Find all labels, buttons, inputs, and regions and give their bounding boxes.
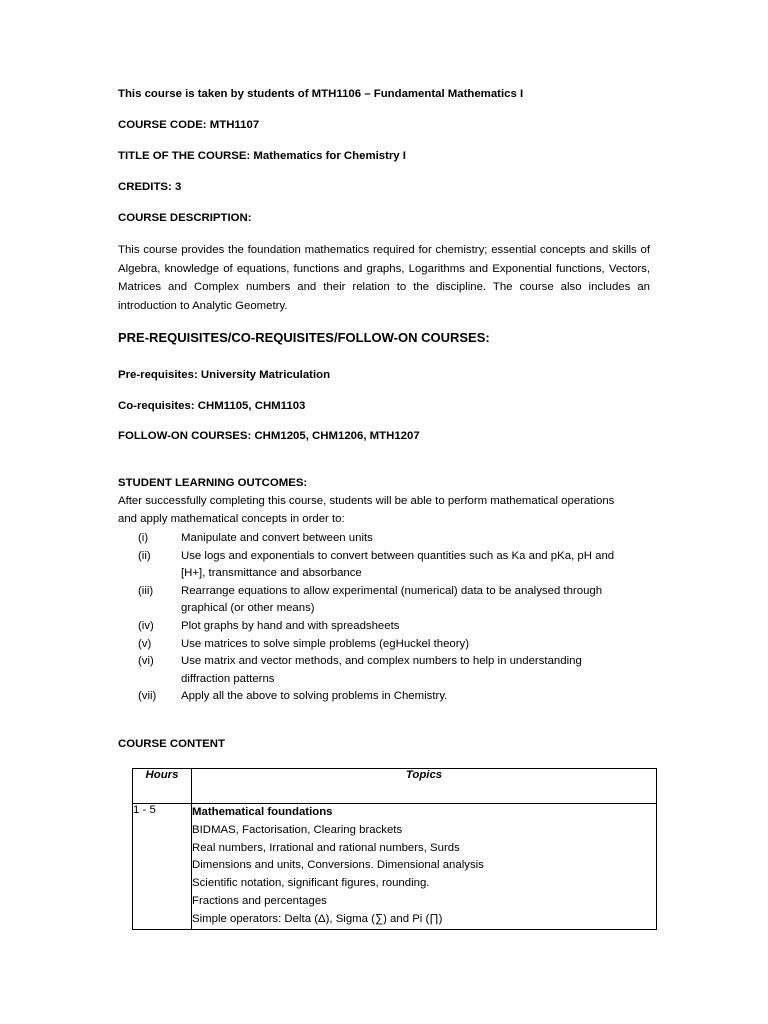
- course-content-table: [132, 768, 657, 930]
- follow-on-courses: FOLLOW-ON COURSES: CHM1205, CHM1206, MTH1207: [118, 430, 420, 442]
- outcome-item: [118, 688, 650, 706]
- course-code: COURSE CODE: MTH1107: [118, 119, 260, 131]
- outcome-item: [118, 636, 650, 654]
- outcome-item: [118, 653, 650, 688]
- outcome-text: Use logs and exponentials to convert between quantities such as Ka and pKa, pH and: [181, 549, 615, 562]
- corequisites: Co-requisites: CHM1105, CHM1103: [118, 400, 306, 412]
- outcomes-intro-line-2: and apply mathematical concepts in order to:: [118, 513, 345, 525]
- outcome-number: (iii): [138, 584, 154, 597]
- table-header-row: [133, 769, 657, 804]
- course-title: TITLE OF THE COURSE: Mathematics for Chemistry I: [118, 150, 406, 162]
- hours-cell: 1 - 5: [133, 804, 192, 930]
- outcome-text: Apply all the above to solving problems in Chemistry.: [181, 690, 448, 703]
- outcome-item: [118, 583, 650, 618]
- intro-line: This course is taken by students of MTH1106 – Fundamental Mathematics I: [118, 88, 524, 100]
- column-header-hours: Hours: [133, 769, 192, 804]
- outcomes-heading: STUDENT LEARNING OUTCOMES:: [118, 477, 308, 489]
- outcomes-intro-line-1: After successfully completing this course, students will be able to perform mathematical operations: [118, 495, 615, 507]
- outcome-text: Plot graphs by hand and with spreadsheets: [181, 619, 400, 632]
- outcome-text: Manipulate and convert between units: [181, 532, 373, 544]
- outcome-number: (vii): [138, 690, 157, 703]
- outcomes-list: [118, 530, 650, 706]
- outcome-text-continued: diffraction patterns: [181, 672, 275, 685]
- prereq-heading: PRE-REQUISITES/CO-REQUISITES/FOLLOW-ON COURSES:: [118, 330, 490, 345]
- topic-item: Scientific notation, significant figures, rounding.: [192, 877, 430, 890]
- topic-item: Real numbers, Irrational and rational numbers, Surds: [192, 841, 460, 854]
- topic-item: Dimensions and units, Conversions. Dimensional analysis: [192, 859, 484, 872]
- outcome-number: (iv): [138, 619, 154, 632]
- credits: CREDITS: 3: [118, 181, 182, 193]
- outcome-item: [118, 618, 650, 636]
- column-header-topics: Topics: [192, 769, 657, 804]
- outcome-text: Use matrices to solve simple problems (egHuckel theory): [181, 637, 470, 650]
- topics-cell: [192, 804, 657, 930]
- outcome-item: [118, 530, 650, 548]
- outcome-number: (i): [138, 532, 149, 544]
- topic-item: Fractions and percentages: [192, 894, 327, 907]
- description-heading: COURSE DESCRIPTION:: [118, 212, 252, 224]
- prerequisites: Pre-requisites: University Matriculation: [118, 369, 331, 381]
- topic-item: Simple operators: Delta (Δ), Sigma (∑) and Pi (∏): [192, 912, 443, 925]
- outcome-text-continued: graphical (or other means): [181, 602, 315, 615]
- table-row: [133, 804, 657, 930]
- description-text: This course provides the foundation mathematics required for chemistry; essential concepts and skills of Algebra, knowledge of equations, functions and graphs, Logarithms and Exponential functions, Vectors, Matrices and Complex numbers and their relation to the discipline. The course also includes an introduction to Analytic Geometry.: [118, 244, 650, 312]
- outcome-number: (v): [138, 637, 152, 650]
- outcome-item: [118, 548, 650, 583]
- outcome-number: (vi): [138, 655, 154, 668]
- topic-title: Mathematical foundations: [192, 806, 333, 818]
- outcome-text-continued: [H+], transmittance and absorbance: [181, 567, 362, 580]
- outcome-number: (ii): [138, 549, 151, 562]
- outcome-text: Use matrix and vector methods, and complex numbers to help in understanding: [181, 655, 582, 668]
- topic-item: BIDMAS, Factorisation, Clearing brackets: [192, 823, 403, 836]
- outcome-text: Rearrange equations to allow experimental (numerical) data to be analysed through: [181, 584, 603, 597]
- course-content-heading: COURSE CONTENT: [118, 738, 225, 750]
